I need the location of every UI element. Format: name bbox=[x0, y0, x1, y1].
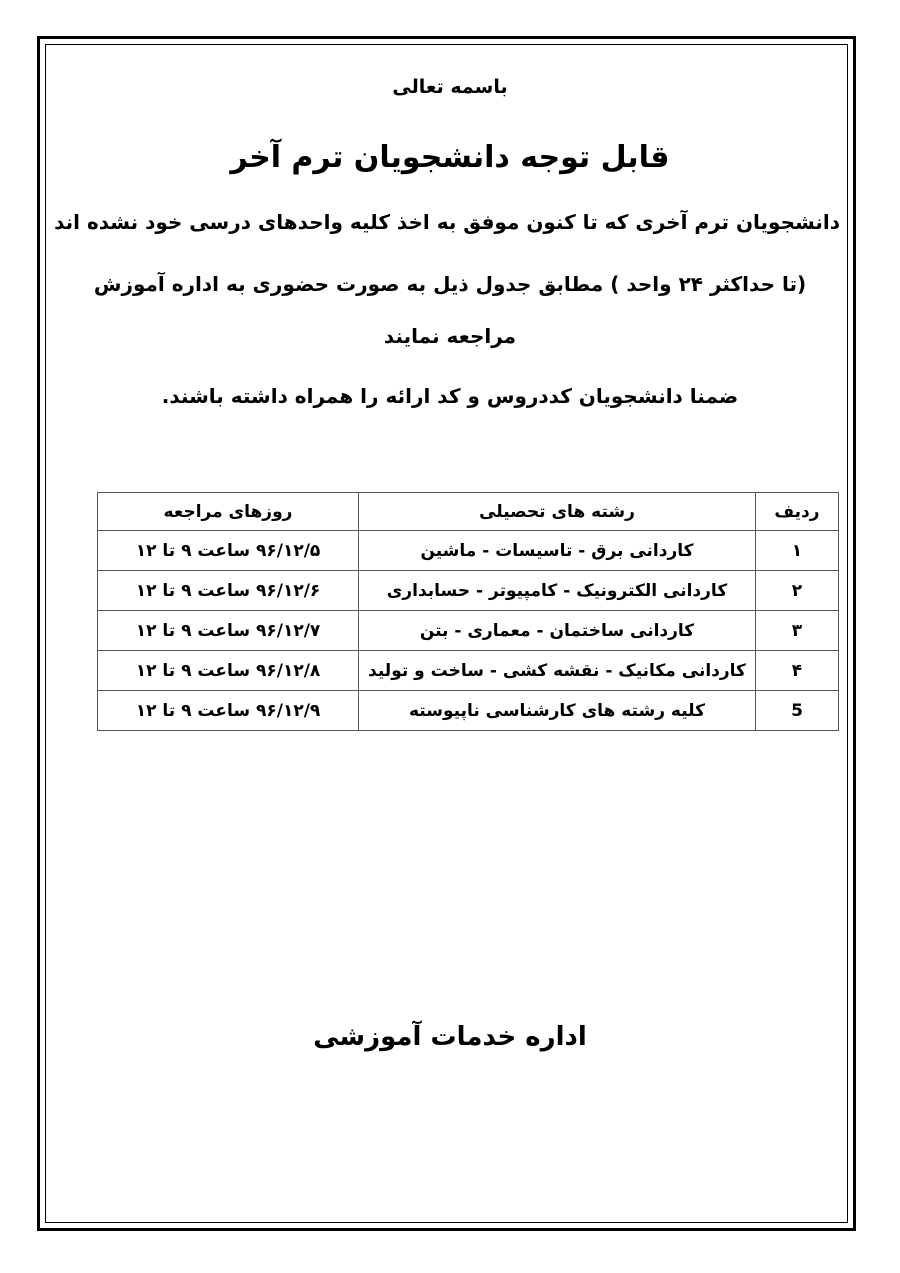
signature: اداره خدمات آموزشی bbox=[313, 1022, 587, 1052]
row-major: کاردانی مکانیک - نقشه کشی - ساخت و تولید bbox=[359, 651, 756, 691]
row-major: کاردانی برق - تاسیسات - ماشین bbox=[359, 531, 756, 571]
header-row-number: ردیف bbox=[756, 493, 839, 531]
row-number: ۳ bbox=[756, 611, 839, 651]
table-row bbox=[98, 611, 839, 651]
row-number: 5 bbox=[756, 691, 839, 731]
body-line-2: (تا حداکثر ۲۴ واحد ) مطابق جدول ذیل به صورت حضوری به اداره آموزش bbox=[93, 272, 807, 296]
row-days: ۹۶/۱۲/۸ ساعت ۹ تا ۱۲ bbox=[98, 651, 359, 691]
row-number: ۴ bbox=[756, 651, 839, 691]
row-days: ۹۶/۱۲/۵ ساعت ۹ تا ۱۲ bbox=[98, 531, 359, 571]
table-row bbox=[98, 651, 839, 691]
body-line-4: ضمنا دانشجویان کددروس و کد ارائه را همراه داشته باشند. bbox=[161, 384, 739, 408]
header-major: رشته های تحصیلی bbox=[359, 493, 756, 531]
salutation: باسمه تعالی bbox=[392, 76, 508, 98]
row-major: کاردانی ساختمان - معماری - بتن bbox=[359, 611, 756, 651]
page-title: قابل توجه دانشجویان ترم آخر bbox=[230, 140, 670, 175]
row-number: ۲ bbox=[756, 571, 839, 611]
row-days: ۹۶/۱۲/۶ ساعت ۹ تا ۱۲ bbox=[98, 571, 359, 611]
row-major: کلیه رشته های کارشناسی ناپیوسته bbox=[359, 691, 756, 731]
schedule-table bbox=[97, 492, 839, 731]
table-row bbox=[98, 691, 839, 731]
body-line-3: مراجعه نمایند bbox=[383, 324, 517, 348]
table-row bbox=[98, 571, 839, 611]
row-major: کاردانی الکترونیک - کامپیوتر - حسابداری bbox=[359, 571, 756, 611]
table-header-row bbox=[98, 493, 839, 531]
row-days: ۹۶/۱۲/۷ ساعت ۹ تا ۱۲ bbox=[98, 611, 359, 651]
row-number: ۱ bbox=[756, 531, 839, 571]
body-line-1: دانشجویان ترم آخری که تا کنون موفق به اخذ کلیه واحدهای درسی خود نشده اند bbox=[54, 210, 840, 234]
row-days: ۹۶/۱۲/۹ ساعت ۹ تا ۱۲ bbox=[98, 691, 359, 731]
table-row bbox=[98, 531, 839, 571]
header-days: روزهای مراجعه bbox=[98, 493, 359, 531]
